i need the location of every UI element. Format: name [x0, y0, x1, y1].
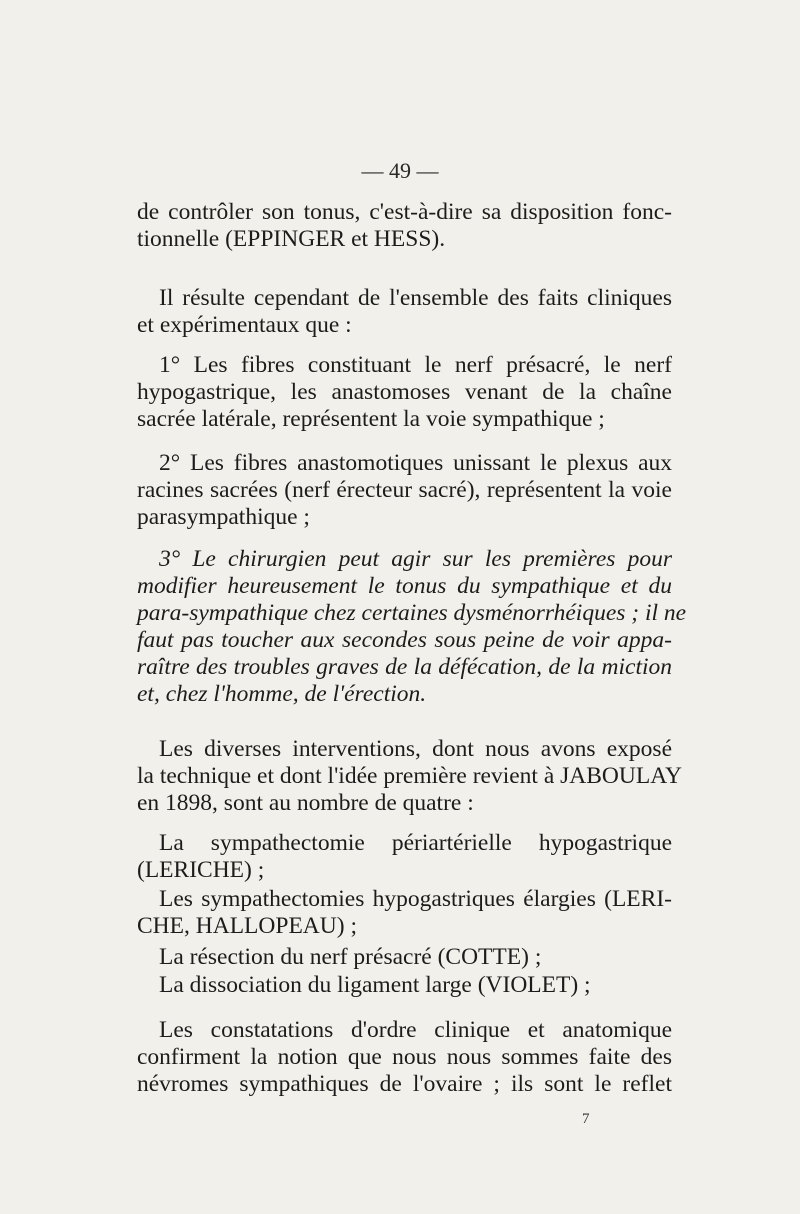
paragraph-11: [137, 1017, 672, 1098]
paragraph-4: [137, 450, 672, 531]
page-number: — 49 —: [361, 158, 439, 183]
text-line: et, chez l'homme, de l'érection.: [137, 681, 427, 707]
text-line: CHE, HALLOPEAU) ;: [137, 913, 357, 939]
text-line: La résection du nerf présacré (COTTE) ;: [159, 944, 542, 970]
text-line: hypogastrique, les anastomoses venant de la chaîne: [137, 379, 672, 405]
text-line: parasympathique ;: [137, 504, 310, 530]
paragraph-7: [137, 830, 672, 884]
paragraph-8: [137, 886, 672, 940]
text-line: Les sympathectomies hypogastriques élargies (LERI-: [159, 886, 672, 912]
signature-mark: 7: [582, 1111, 590, 1127]
paragraph-3: [137, 352, 672, 433]
text-line: Il résulte cependant de l'ensemble des faits cliniques: [159, 285, 672, 311]
text-line: La sympathectomie périartérielle hypogastrique: [159, 830, 672, 856]
text-line: La dissociation du ligament large (VIOLET) ;: [159, 972, 591, 998]
text-line: confirment la notion que nous nous sommes faite des: [137, 1044, 672, 1070]
paragraph-5: [137, 546, 687, 708]
text-line: la technique et dont l'idée première revient à JABOULAY: [137, 763, 682, 789]
text-line: modifier heureusement le tonus du sympathique et du: [137, 573, 672, 599]
text-line: tionnelle (EPPINGER et HESS).: [137, 226, 446, 252]
text-line: (LERICHE) ;: [137, 857, 265, 883]
paragraph-1: [137, 199, 672, 253]
text-line: 2° Les fibres anastomotiques unissant le plexus aux: [159, 450, 672, 476]
text-line: de contrôler son tonus, c'est-à-dire sa disposition fonc-: [137, 199, 672, 225]
text-line: raître des troubles graves de la défécation, de la miction: [137, 654, 672, 680]
paragraph-6: [137, 736, 682, 817]
text-line: 3° Le chirurgien peut agir sur les premières pour: [159, 546, 672, 572]
text-line: et expérimentaux que :: [137, 312, 352, 338]
text-line: Les constatations d'ordre clinique et anatomique: [159, 1017, 672, 1043]
paragraph-10: [137, 972, 672, 999]
text-line: faut pas toucher aux secondes sous peine de voir appa-: [137, 627, 672, 653]
text-line: en 1898, sont au nombre de quatre :: [137, 790, 474, 816]
text-line: névromes sympathiques de l'ovaire ; ils sont le reflet: [137, 1071, 672, 1097]
paragraph-2: [137, 285, 672, 339]
text-line: Les diverses interventions, dont nous avons exposé: [159, 736, 672, 762]
text-line: 1° Les fibres constituant le nerf présacré, le nerf: [159, 352, 672, 378]
text-line: para-sympathique chez certaines dysménorrhéiques ; il ne: [137, 600, 687, 626]
text-line: sacrée latérale, représentent la voie sympathique ;: [137, 406, 605, 432]
paragraph-9: [137, 944, 672, 971]
text-line: racines sacrées (nerf érecteur sacré), représentent la voie: [137, 477, 672, 503]
